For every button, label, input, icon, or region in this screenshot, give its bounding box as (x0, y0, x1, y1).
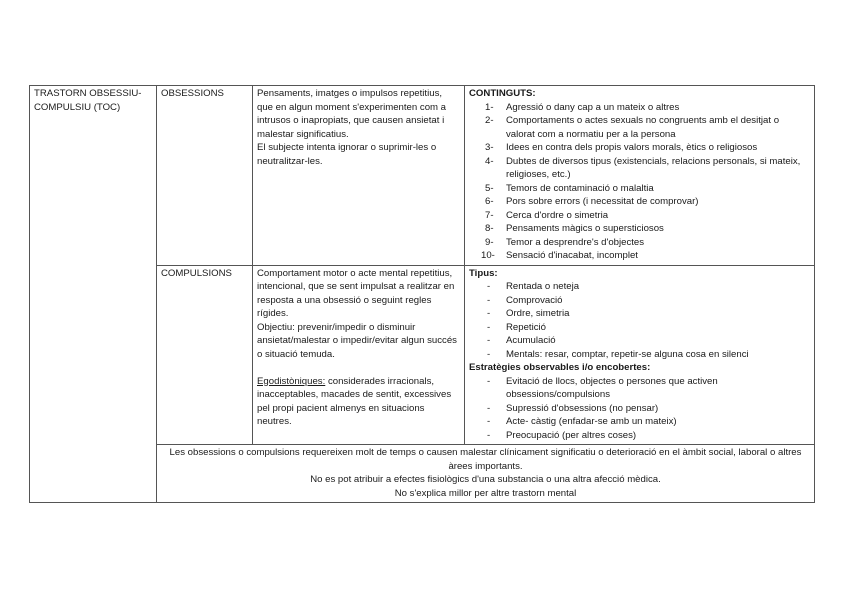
obsessions-heading: OBSESSIONS (161, 88, 224, 99)
obsessions-definition-2: El subjecte intenta ignorar o suprimir-les o neutralitzar-les. (257, 142, 437, 167)
obsessions-row (30, 86, 815, 266)
content-item-text: Temor a desprendre's d'objectes (506, 236, 645, 248)
content-item-number: 1- (485, 101, 494, 113)
content-item (469, 209, 810, 223)
type-item: - Mentals: resar, comptar, repetir-se alguna cosa en silenci (469, 348, 810, 362)
criteria-2: No es pot atribuir a efectes fisiològics d'una substancia o una altra afecció mèdica. (310, 474, 661, 485)
content-item (469, 155, 810, 182)
compulsions-definition: Comportament motor o acte mental repetitius, intencional, que se sent impulsat a realitzar en resposta a una obsessió o seguint regles rígides. (257, 267, 455, 319)
strategies-list (469, 375, 810, 443)
criteria-1: Les obsessions o compulsions requereixen molt de temps o causen malestar clínicament significatiu o deterioració en el àmbit social, laboral o altres àrees importants. (169, 447, 802, 472)
types-title: Tipus: (469, 267, 498, 279)
type-item: - Ordre, simetria (469, 307, 810, 321)
contents-list (469, 101, 810, 263)
content-item-text: Temors de contaminació o malaltia (506, 182, 654, 194)
egodistonic-text: considerades irracionals, inacceptables, macades de sentit, excessives pel propi pacient almenys en situacions neutres. (257, 375, 452, 427)
type-item: - Comprovació (469, 294, 810, 308)
content-item (469, 114, 810, 141)
disorder-cell (30, 86, 157, 503)
content-item (469, 249, 810, 263)
content-item-number: 8- (485, 223, 494, 234)
types-list (469, 280, 810, 361)
criteria-cell (157, 445, 815, 503)
type-item: - Acumulació (469, 334, 810, 348)
content-item (469, 222, 810, 236)
strategies-title: Estratègies observables i/o encobertes: (469, 362, 651, 373)
egodistonic-label: Egodistòniques: (257, 375, 326, 387)
content-item-number: 10- (481, 250, 495, 261)
toc-table (29, 85, 815, 503)
content-item-text: Dubtes de diversos tipus (existencials, relacions personals, si mateix, religioses, etc.) (506, 155, 801, 180)
obsessions-definition: Pensaments, imatges o impulsos repetitius, que en algun moment s'experimenten com a intrusos o inapropiats, que causen ansietat i malestar significatius. (257, 88, 447, 140)
compulsions-types-cell (465, 265, 815, 445)
content-item-number: 4- (485, 155, 494, 167)
content-item-number: 2- (485, 115, 494, 126)
obsessions-heading-cell (157, 86, 253, 266)
content-item-text: Pors sobre errors (i necessitat de comprovar) (506, 196, 699, 207)
content-item-number: 6- (485, 196, 494, 207)
disorder-name: TRASTORN OBSESSIU-COMPULSIU (TOC) (34, 88, 142, 113)
type-item: - Rentada o neteja (469, 280, 810, 294)
obsessions-contents-cell (465, 86, 815, 266)
content-item (469, 141, 810, 155)
contents-title: CONTINGUTS: (469, 88, 536, 99)
content-item-number: 7- (485, 209, 494, 221)
strategy-item: - Evitació de llocs, objectes o persones que activen obsessions/compulsions (469, 375, 810, 402)
content-item (469, 182, 810, 196)
content-item (469, 236, 810, 250)
compulsions-heading-cell (157, 265, 253, 445)
content-item-text: Comportaments o actes sexuals no congruents amb el desitjat o valorat com a normatiu per a la persona (506, 115, 780, 140)
content-item-text: Cerca d'ordre o simetria (506, 209, 609, 221)
content-item-text: Pensaments màgics o supersticiosos (506, 223, 664, 234)
type-item: - Repetició (469, 321, 810, 335)
egodistonic-paragraph (257, 375, 460, 429)
compulsions-heading: COMPULSIONS (161, 267, 232, 279)
content-item-text: Agressió o dany cap a un mateix o altres (506, 101, 680, 113)
strategy-item: - Supressió d'obsessions (no pensar) (469, 402, 810, 416)
content-item-number: 5- (485, 182, 494, 194)
content-item (469, 195, 810, 209)
criteria-3: No s'explica millor per altre trastorn mental (394, 487, 577, 499)
content-item-number: 3- (485, 142, 494, 153)
content-item-text: Idees en contra dels propis valors morals, ètics o religiosos (506, 142, 758, 153)
spacer (257, 361, 460, 375)
compulsions-definition-cell (253, 265, 465, 445)
content-item (469, 101, 810, 115)
content-item-number: 9- (485, 236, 494, 248)
compulsions-objective: Objectiu: prevenir/impedir o disminuir ansietat/malestar o impedir/evitar algun succés o situació temuda. (257, 321, 457, 360)
strategy-item: - Preocupació (per altres coses) (469, 429, 810, 443)
strategy-item: - Acte- càstig (enfadar-se amb un mateix) (469, 415, 810, 429)
obsessions-definition-cell (253, 86, 465, 266)
content-item-text: Sensació d'inacabat, incomplet (506, 250, 638, 261)
